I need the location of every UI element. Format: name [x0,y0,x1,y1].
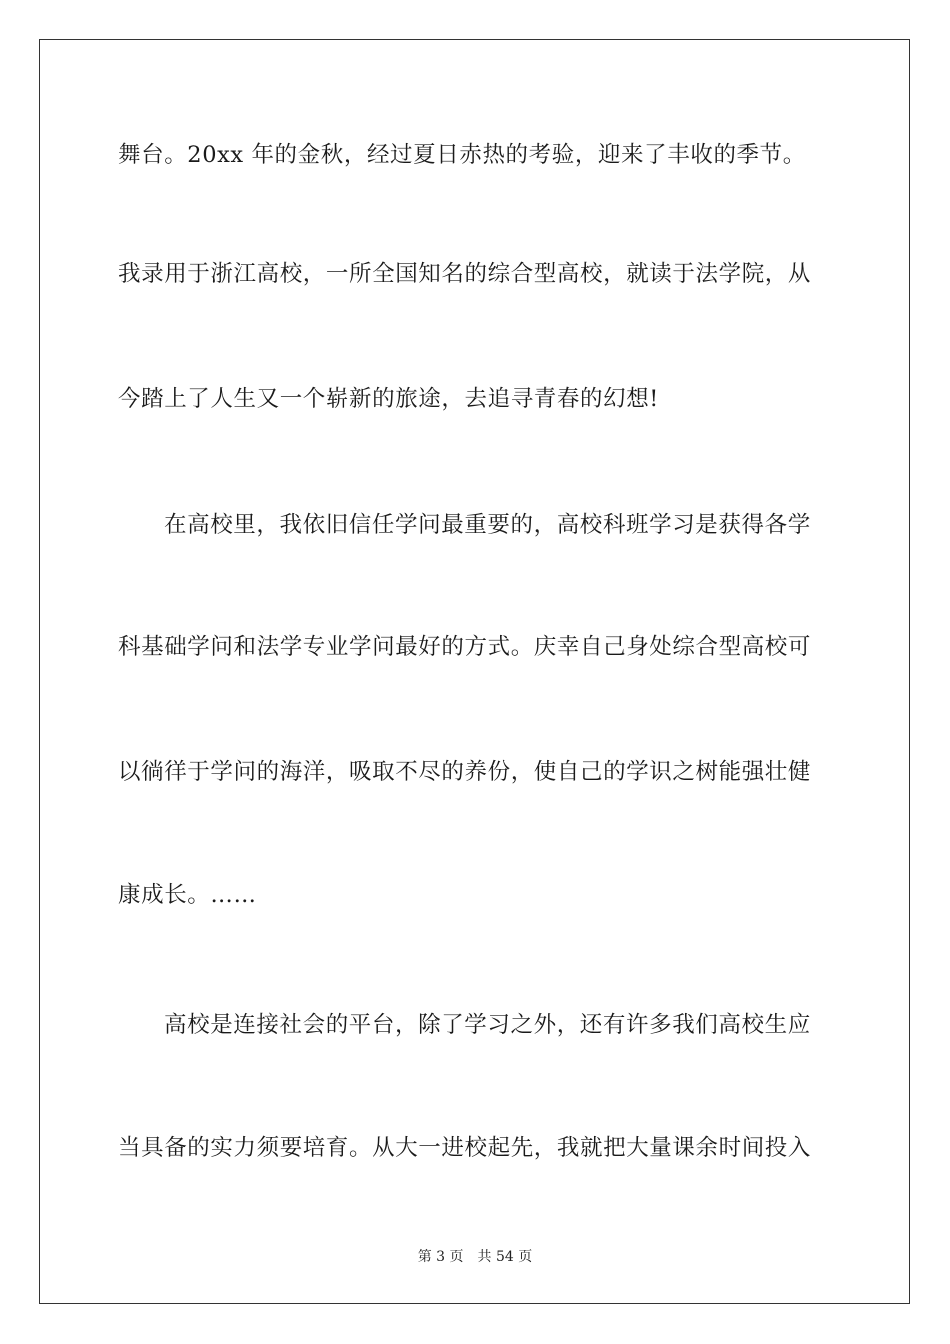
text-line: 科基础学问和法学专业学问最好的方式。庆幸自己身处综合型高校可 [118,634,812,660]
text-line: 我录用于浙江高校，一所全国知名的综合型高校，就读于法学院，从 [118,261,812,287]
page-border [39,39,910,1304]
text-line: 以徜徉于学问的海洋，吸取不尽的养份，使自己的学识之树能强壮健 [118,759,812,785]
page-footer [0,1248,950,1266]
text-line: 今踏上了人生又一个崭新的旅途，去追寻青春的幻想! [118,386,659,412]
text-line: 舞台。20xx 年的金秋，经过夏日赤热的考验，迎来了丰收的季节。 [118,142,806,168]
page-number: 第 3 页 [417,1249,464,1265]
text-line: 当具备的实力须要培育。从大一进校起先，我就把大量课余时间投入 [118,1135,812,1161]
text-line: 康成长。…… [118,882,257,908]
page-total: 共 54 页 [477,1249,533,1265]
paragraph-start-line: 高校是连接社会的平台，除了学习之外，还有许多我们高校生应 [164,1012,811,1038]
paragraph-start-line: 在高校里，我依旧信任学问最重要的，高校科班学习是获得各学 [164,512,811,538]
